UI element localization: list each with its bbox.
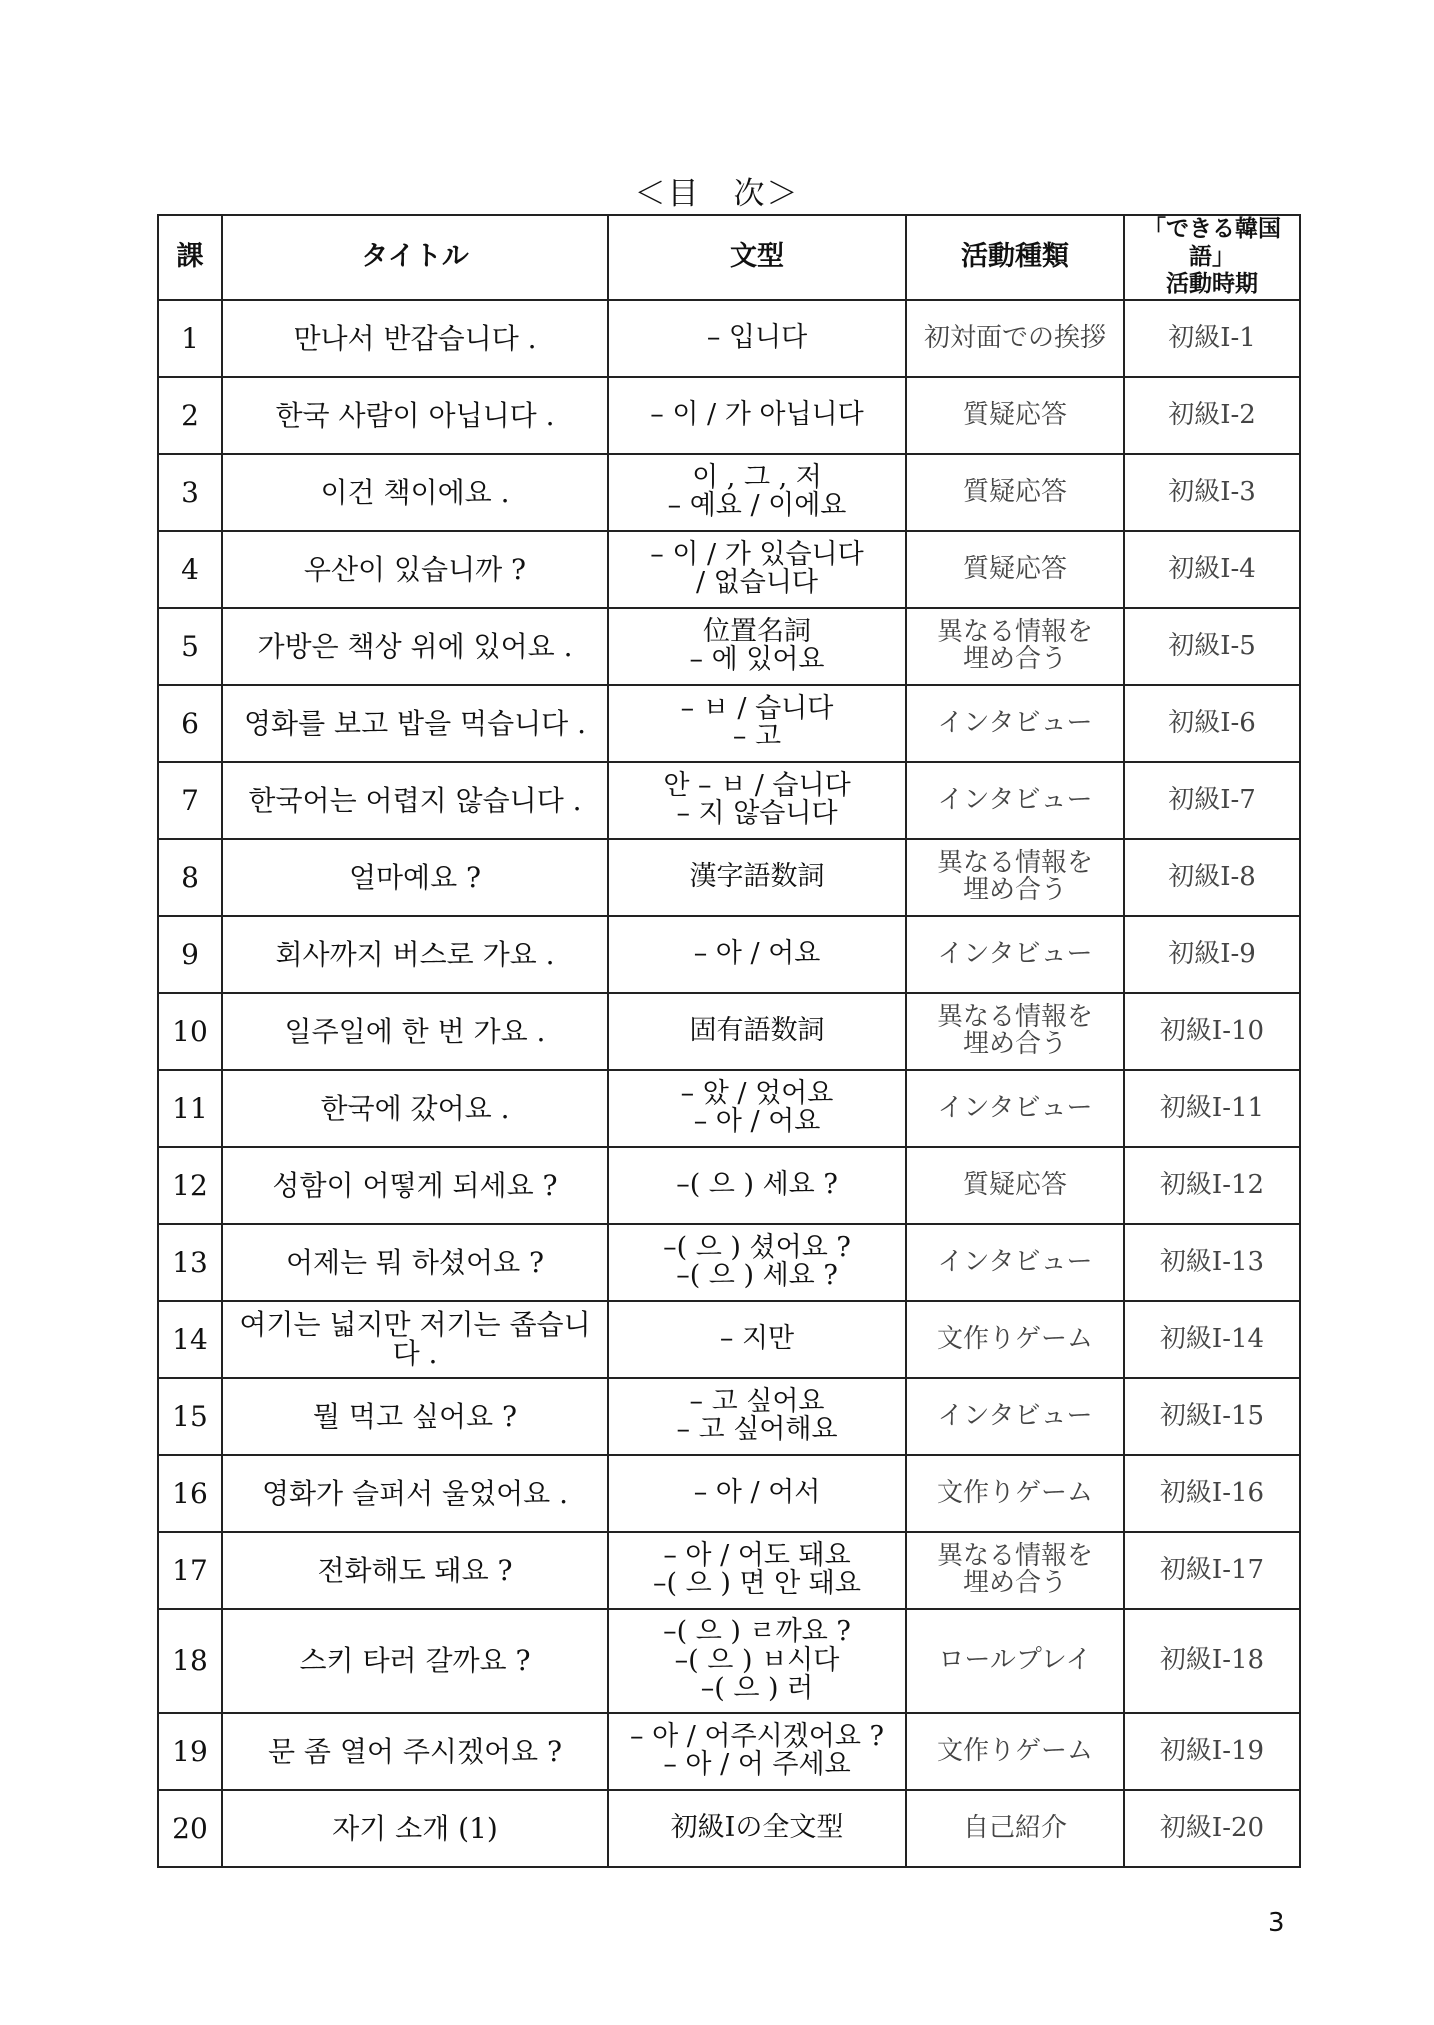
lesson-title: 일주일에 한 번 가요 . — [222, 993, 608, 1070]
header-period-line2: 活動時期 — [1166, 271, 1258, 298]
table-row — [158, 762, 1300, 839]
activity-type-cell — [906, 1532, 1124, 1609]
activity-period: 初級Ⅰ-16 — [1124, 1455, 1300, 1532]
activity-type: ロールプレイ — [938, 1645, 1092, 1676]
activity-type-cell — [906, 1224, 1124, 1301]
table-row — [158, 531, 1300, 608]
lesson-number: 1 — [158, 300, 222, 377]
activity-type: インタビュー — [937, 1246, 1093, 1277]
lesson-title: 뭘 먹고 싶어요 ? — [222, 1378, 608, 1455]
table-of-contents — [157, 214, 1301, 1868]
sentence-pattern: – 아 / 어주시겠어요 ? — [630, 1720, 884, 1752]
lesson-number: 9 — [158, 916, 222, 993]
activity-type: 埋め合う — [962, 1029, 1067, 1060]
table-row — [158, 1609, 1300, 1713]
table-row — [158, 1713, 1300, 1790]
activity-period: 初級Ⅰ-20 — [1124, 1790, 1300, 1867]
sentence-pattern: – ㅂ / 습니다 — [680, 692, 834, 724]
lesson-number: 3 — [158, 454, 222, 531]
activity-period: 初級Ⅰ-8 — [1124, 839, 1300, 916]
lesson-number: 16 — [158, 1455, 222, 1532]
activity-type-cell — [906, 531, 1124, 608]
table-row — [158, 1532, 1300, 1609]
lesson-title: 가방은 책상 위에 있어요 . — [222, 608, 608, 685]
lesson-number: 19 — [158, 1713, 222, 1790]
activity-type-cell — [906, 1147, 1124, 1224]
activity-type: 文作りゲーム — [936, 1735, 1093, 1766]
lesson-number: 6 — [158, 685, 222, 762]
activity-type-cell — [906, 685, 1124, 762]
sentence-pattern: –( 으 ) 세요 ? — [676, 1260, 838, 1292]
activity-type: 埋め合う — [962, 1568, 1067, 1599]
lesson-title: 문 좀 열어 주시겠어요 ? — [222, 1713, 608, 1790]
sentence-pattern: / 없습니다 — [695, 567, 818, 599]
activity-type-cell — [906, 1609, 1124, 1713]
activity-type: 質疑応答 — [962, 1169, 1067, 1200]
lesson-title: 만나서 반갑습니다 . — [222, 300, 608, 377]
header-title: タイトル — [222, 215, 608, 300]
activity-type: 異なる情報を — [936, 1001, 1093, 1032]
activity-type: 初対面での挨拶 — [923, 322, 1106, 353]
sentence-pattern-cell — [608, 1609, 906, 1713]
sentence-pattern-cell — [608, 377, 906, 454]
activity-period: 初級Ⅰ-3 — [1124, 454, 1300, 531]
activity-type: インタビュー — [937, 707, 1093, 738]
activity-type: 異なる情報を — [936, 847, 1093, 878]
lesson-title: 어제는 뭐 하셨어요 ? — [222, 1224, 608, 1301]
header-period-line1: 「できる韓国語」 — [1143, 216, 1281, 270]
activity-type-cell — [906, 608, 1124, 685]
sentence-pattern: –( 으 ) 셨어요 ? — [663, 1231, 851, 1263]
sentence-pattern-cell — [608, 454, 906, 531]
sentence-pattern-cell — [608, 839, 906, 916]
activity-type: 質疑応答 — [962, 399, 1067, 430]
lesson-title: 자기 소개 (1) — [222, 1790, 608, 1867]
sentence-pattern-cell — [608, 300, 906, 377]
sentence-pattern: 初級Ⅰの全文型 — [670, 1812, 844, 1844]
table-row — [158, 454, 1300, 531]
lesson-title: 스키 타러 갈까요 ? — [222, 1609, 608, 1713]
activity-period: 初級Ⅰ-19 — [1124, 1713, 1300, 1790]
header-row — [158, 215, 1300, 300]
sentence-pattern: –( 으 ) ㅂ시다 — [674, 1644, 840, 1676]
activity-type-cell — [906, 1713, 1124, 1790]
sentence-pattern: – 고 싶어요 — [689, 1385, 825, 1417]
table-row — [158, 377, 1300, 454]
activity-period: 初級Ⅰ-10 — [1124, 993, 1300, 1070]
sentence-pattern: – 아 / 어서 — [693, 1477, 821, 1509]
lesson-number: 17 — [158, 1532, 222, 1609]
activity-type: 質疑応答 — [962, 476, 1067, 507]
sentence-pattern-cell — [608, 762, 906, 839]
sentence-pattern: – 지 않습니다 — [676, 798, 838, 830]
sentence-pattern: – 고 — [732, 721, 782, 753]
sentence-pattern: –( 으 ) ㄹ까요 ? — [663, 1616, 851, 1648]
activity-type-cell — [906, 300, 1124, 377]
activity-type: 異なる情報を — [936, 1540, 1093, 1571]
sentence-pattern-cell — [608, 1713, 906, 1790]
activity-period: 初級Ⅰ-4 — [1124, 531, 1300, 608]
lesson-number: 20 — [158, 1790, 222, 1867]
lesson-title: 한국 사람이 아닙니다 . — [222, 377, 608, 454]
activity-type: 文作りゲーム — [936, 1477, 1093, 1508]
activity-type-cell — [906, 1070, 1124, 1147]
sentence-pattern: – 아 / 어요 — [693, 1106, 821, 1138]
activity-type: 埋め合う — [962, 875, 1067, 906]
lesson-number: 13 — [158, 1224, 222, 1301]
sentence-pattern-cell — [608, 531, 906, 608]
lesson-number: 2 — [158, 377, 222, 454]
lesson-title: 얼마예요 ? — [222, 839, 608, 916]
activity-period: 初級Ⅰ-5 — [1124, 608, 1300, 685]
sentence-pattern-cell — [608, 608, 906, 685]
activity-type-cell — [906, 1378, 1124, 1455]
lesson-title: 전화해도 돼요 ? — [222, 1532, 608, 1609]
table-row — [158, 839, 1300, 916]
activity-period: 初級Ⅰ-11 — [1124, 1070, 1300, 1147]
sentence-pattern-cell — [608, 1147, 906, 1224]
activity-type: インタビュー — [937, 938, 1093, 969]
activity-period: 初級Ⅰ-9 — [1124, 916, 1300, 993]
table-row — [158, 1378, 1300, 1455]
table-row — [158, 685, 1300, 762]
activity-type-cell — [906, 1301, 1124, 1378]
activity-type-cell — [906, 377, 1124, 454]
sentence-pattern-cell — [608, 1790, 906, 1867]
sentence-pattern-cell — [608, 993, 906, 1070]
sentence-pattern: –( 으 ) 러 — [700, 1672, 814, 1704]
sentence-pattern: – 지만 — [719, 1323, 795, 1355]
lesson-title: 한국어는 어렵지 않습니다 . — [222, 762, 608, 839]
sentence-pattern: 안 – ㅂ / 습니다 — [663, 769, 851, 801]
activity-period: 初級Ⅰ-7 — [1124, 762, 1300, 839]
activity-type-cell — [906, 762, 1124, 839]
header-lesson: 課 — [158, 215, 222, 300]
sentence-pattern: – 입니다 — [706, 322, 808, 354]
lesson-title: 이건 책이에요 . — [222, 454, 608, 531]
header-activity: 活動種類 — [906, 215, 1124, 300]
activity-type: 異なる情報を — [936, 616, 1093, 647]
sentence-pattern: – 아 / 어요 — [693, 938, 821, 970]
page-number: 3 — [1268, 1908, 1285, 1938]
sentence-pattern-cell — [608, 685, 906, 762]
table-row — [158, 1455, 1300, 1532]
sentence-pattern: – 이 / 가 있습니다 — [650, 538, 864, 570]
header-pattern: 文型 — [608, 215, 906, 300]
lesson-number: 5 — [158, 608, 222, 685]
lesson-number: 12 — [158, 1147, 222, 1224]
activity-type: インタビュー — [937, 784, 1093, 815]
table-body — [158, 300, 1300, 1867]
sentence-pattern: – 에 있어요 — [689, 644, 825, 676]
lesson-number: 4 — [158, 531, 222, 608]
table-row — [158, 1070, 1300, 1147]
activity-period: 初級Ⅰ-2 — [1124, 377, 1300, 454]
lesson-number: 8 — [158, 839, 222, 916]
activity-type-cell — [906, 1790, 1124, 1867]
activity-type: インタビュー — [937, 1400, 1093, 1431]
lesson-title: 회사까지 버스로 가요 . — [222, 916, 608, 993]
sentence-pattern: – 이 / 가 아닙니다 — [650, 399, 864, 431]
sentence-pattern: – 예요 / 이에요 — [667, 490, 847, 522]
table-row — [158, 300, 1300, 377]
activity-type: 埋め合う — [962, 644, 1067, 675]
lesson-title: 여기는 넓지만 저기는 좁습니다 . — [222, 1301, 608, 1378]
activity-type-cell — [906, 1455, 1124, 1532]
lesson-title: 우산이 있습니까 ? — [222, 531, 608, 608]
activity-period: 初級Ⅰ-14 — [1124, 1301, 1300, 1378]
lesson-title: 한국에 갔어요 . — [222, 1070, 608, 1147]
activity-type-cell — [906, 839, 1124, 916]
sentence-pattern-cell — [608, 916, 906, 993]
sentence-pattern: – 고 싶어해요 — [676, 1414, 838, 1446]
sentence-pattern: 固有語数詞 — [689, 1015, 825, 1047]
activity-period: 初級Ⅰ-13 — [1124, 1224, 1300, 1301]
lesson-number: 10 — [158, 993, 222, 1070]
sentence-pattern-cell — [608, 1070, 906, 1147]
sentence-pattern: – 았 / 었어요 — [680, 1077, 834, 1109]
page-title: ＜目 次＞ — [634, 176, 800, 212]
lesson-title: 영화가 슬퍼서 울었어요 . — [222, 1455, 608, 1532]
table-row — [158, 916, 1300, 993]
sentence-pattern-cell — [608, 1532, 906, 1609]
activity-period: 初級Ⅰ-6 — [1124, 685, 1300, 762]
sentence-pattern: –( 으 ) 세요 ? — [676, 1169, 838, 1201]
activity-type-cell — [906, 993, 1124, 1070]
activity-period: 初級Ⅰ-18 — [1124, 1609, 1300, 1713]
sentence-pattern: – 아 / 어 주세요 — [663, 1749, 851, 1781]
sentence-pattern-cell — [608, 1224, 906, 1301]
activity-type-cell — [906, 916, 1124, 993]
activity-type: インタビュー — [937, 1092, 1093, 1123]
lesson-number: 14 — [158, 1301, 222, 1378]
sentence-pattern: 이 , 그 , 저 — [692, 461, 822, 493]
lesson-number: 15 — [158, 1378, 222, 1455]
header-period — [1124, 215, 1300, 300]
sentence-pattern: –( 으 ) 면 안 돼요 — [653, 1568, 861, 1600]
sentence-pattern-cell — [608, 1455, 906, 1532]
table-row — [158, 1790, 1300, 1867]
table-row — [158, 1147, 1300, 1224]
activity-type: 自己紹介 — [962, 1812, 1067, 1843]
lesson-number: 18 — [158, 1609, 222, 1713]
lesson-number: 7 — [158, 762, 222, 839]
sentence-pattern-cell — [608, 1378, 906, 1455]
lesson-number: 11 — [158, 1070, 222, 1147]
activity-period: 初級Ⅰ-1 — [1124, 300, 1300, 377]
sentence-pattern: 漢字語数詞 — [689, 861, 825, 893]
sentence-pattern-cell — [608, 1301, 906, 1378]
table-row — [158, 993, 1300, 1070]
activity-type: 文作りゲーム — [936, 1323, 1093, 1354]
lesson-title: 영화를 보고 밥을 먹습니다 . — [222, 685, 608, 762]
lesson-title: 성함이 어떻게 되세요 ? — [222, 1147, 608, 1224]
activity-period: 初級Ⅰ-17 — [1124, 1532, 1300, 1609]
activity-type: 質疑応答 — [962, 553, 1067, 584]
activity-type-cell — [906, 454, 1124, 531]
table-row — [158, 608, 1300, 685]
sentence-pattern: 位置名詞 — [703, 615, 811, 647]
sentence-pattern: – 아 / 어도 돼요 — [663, 1539, 851, 1571]
table-row — [158, 1301, 1300, 1378]
activity-period: 初級Ⅰ-15 — [1124, 1378, 1300, 1455]
activity-period: 初級Ⅰ-12 — [1124, 1147, 1300, 1224]
table-row — [158, 1224, 1300, 1301]
